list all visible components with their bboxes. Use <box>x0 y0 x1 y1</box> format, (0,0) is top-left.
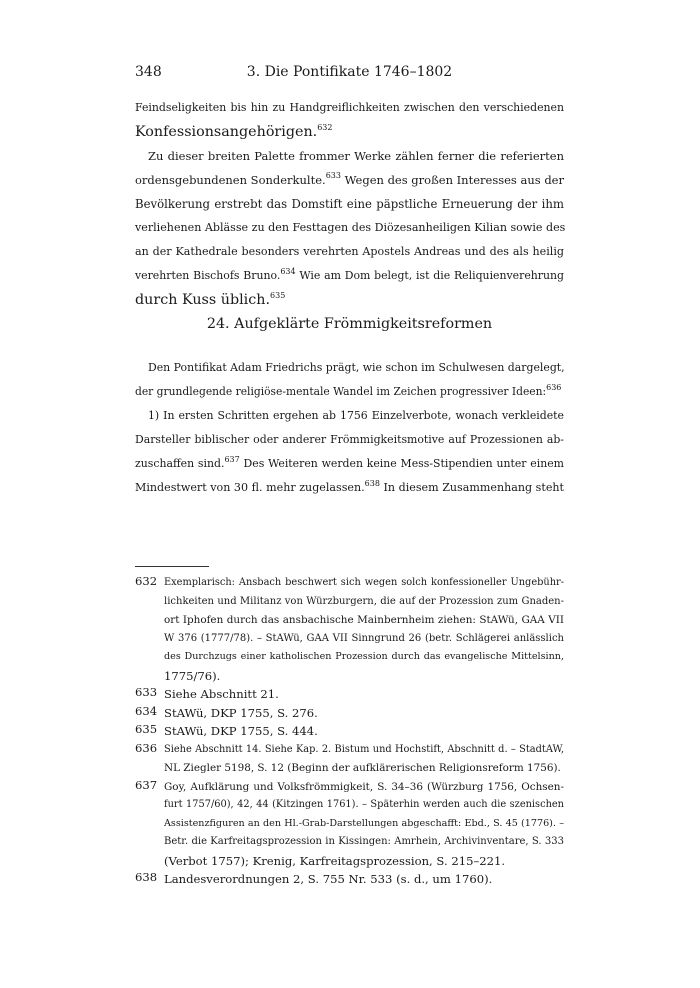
footnote-635 <box>135 722 564 741</box>
text-line: durch Kuss üblich.$^{635}$ <box>135 291 286 308</box>
footnote-636 <box>135 741 564 778</box>
footnote-line: Betr. die Karfreitagsprozession in Kissingen: Amrhein, Archivinventare, S. 333 <box>164 836 564 847</box>
footnote-line: 1775/76). <box>164 668 221 683</box>
footnote-number: 632 <box>135 574 158 588</box>
footnote-number: 633 <box>135 685 158 699</box>
footnote-line: Goy, Aufklärung und Volksfrömmigkeit, S. 34–36 (Würzburg 1756, Ochsen- <box>164 780 564 793</box>
footnote-divider <box>135 566 209 567</box>
page-header <box>135 64 564 84</box>
running-head: 3. Die Pontifikate 1746–1802 <box>246 64 453 80</box>
footnote-ref[interactable]: 632 <box>317 123 333 132</box>
section-body <box>135 356 564 500</box>
footnote-number: 637 <box>135 777 158 792</box>
page-number: 348 <box>135 64 162 80</box>
paragraph <box>135 404 564 500</box>
footnote-number: 635 <box>135 722 158 736</box>
footnote-number: 636 <box>135 740 158 755</box>
footnote-line: StAWü, DKP 1755, S. 276. <box>164 705 318 720</box>
footnote-line: ort Iphofen durch das ansbachische Mainbernheim ziehen: StAWü, GAA VII <box>164 614 564 626</box>
footnote-line: des Durchzugs einer katholischen Prozession durch das evangelische Mittelsinn, <box>164 651 564 662</box>
footnote-line: (Verbot 1757); Krenig, Karfreitagsprozession, S. 215–221. <box>164 853 506 868</box>
paragraph <box>135 144 564 312</box>
footnote-ref[interactable]: 636 <box>546 383 562 392</box>
paragraph <box>135 356 564 404</box>
text-line: Mindestwert von 30 fl. mehr zugelassen.$^{638}$ In diesem Zusammenhang steht <box>135 479 564 494</box>
text-line: an der Kathedrale besonders verehrten Apostels Andreas und des als heilig <box>135 245 564 258</box>
footnote-line: furt 1757/60), 42, 44 (Kitzingen 1761). – Späterhin werden auch die szenischen <box>164 799 564 810</box>
footnote-line: Landesverordnungen 2, S. 755 Nr. 533 (s. d., um 1760). <box>164 872 493 886</box>
footnote-line: Siehe Abschnitt 21. <box>164 687 279 701</box>
text-line: ordensgebundenen Sonderkulte.$^{633}$ Wegen des großen Interesses aus der <box>135 171 564 187</box>
footnote-line: Siehe Abschnitt 14. Siehe Kap. 2. Bistum und Hochstift, Abschnitt d. – StadtAW, <box>164 743 564 755</box>
footnote-line: Exemplarisch: Ansbach beschwert sich wegen solch konfessioneller Ungebühr- <box>164 577 564 588</box>
footnote-ref[interactable]: 633 <box>325 171 341 180</box>
footnote-line: NL Ziegler 5198, S. 12 (Beginn der aufklärerischen Religionsreform 1756). <box>164 762 561 774</box>
footnote-line: lichkeiten und Militanz von Würzburgern, die auf der Prozession zum Gnaden- <box>164 595 564 607</box>
text-line: Darsteller biblischer oder anderer Frömmigkeitsmotive auf Prozessionen ab- <box>135 433 564 446</box>
footnote-ref[interactable]: 638 <box>364 479 380 488</box>
text-line: der grundlegende religiöse-mentale Wandel im Zeichen progressiver Ideen:$^{636}$ <box>135 383 562 398</box>
footnote-637 <box>135 778 564 871</box>
footnote-ref[interactable]: 637 <box>224 455 240 464</box>
text-line: Zu dieser breiten Palette frommer Werke zählen ferner die referierten <box>148 149 564 163</box>
text-line: Konfessionsangehörigen.$^{632}$ <box>135 123 333 140</box>
footnote-633 <box>135 685 564 704</box>
paragraph <box>135 96 564 144</box>
footnote-632 <box>135 574 564 685</box>
footnote-line: W 376 (1777/78). – StAWü, GAA VII Sinngrund 26 (betr. Schlägerei anlässlich <box>164 632 564 644</box>
text-line: zuschaffen sind.$^{637}$ Des Weiteren werden keine Mess-Stipendien unter einem <box>135 455 565 470</box>
footnote-line: StAWü, DKP 1755, S. 444. <box>164 724 318 738</box>
footnotes <box>135 574 564 889</box>
footnote-number: 638 <box>135 870 158 884</box>
text-line: Feindseligkeiten bis hin zu Handgreiflichkeiten zwischen den verschiedenen <box>135 101 564 114</box>
footnote-634 <box>135 704 564 723</box>
text-line: verliehenen Ablässe zu den Festtagen des Diözesanheiligen Kilian sowie des <box>135 221 566 234</box>
footnote-line: Assistenzfiguren an den Hl.-Grab-Darstellungen abgeschafft: Ebd., S. 45 (1776). – <box>164 817 564 829</box>
text-line: verehrten Bischofs Bruno.$^{634}$ Wie am Dom belegt, ist die Reliquienverehrung <box>135 267 564 282</box>
footnote-ref[interactable]: 634 <box>280 267 296 276</box>
text-line: 1) In ersten Schritten ergehen ab 1756 Einzelverbote, wonach verkleidete <box>148 409 564 422</box>
footnote-ref[interactable]: 635 <box>270 291 286 300</box>
footnote-638 <box>135 870 564 889</box>
section-heading: 24. Aufgeklärte Frömmigkeitsreformen <box>206 316 493 332</box>
footnote-number: 634 <box>135 703 158 718</box>
text-line: Den Pontifikat Adam Friedrichs prägt, wie schon im Schulwesen dargelegt, <box>148 361 565 374</box>
body-text <box>135 96 564 312</box>
text-line: Bevölkerung erstrebt das Domstift eine päpstliche Erneuerung der ihm <box>135 197 564 211</box>
